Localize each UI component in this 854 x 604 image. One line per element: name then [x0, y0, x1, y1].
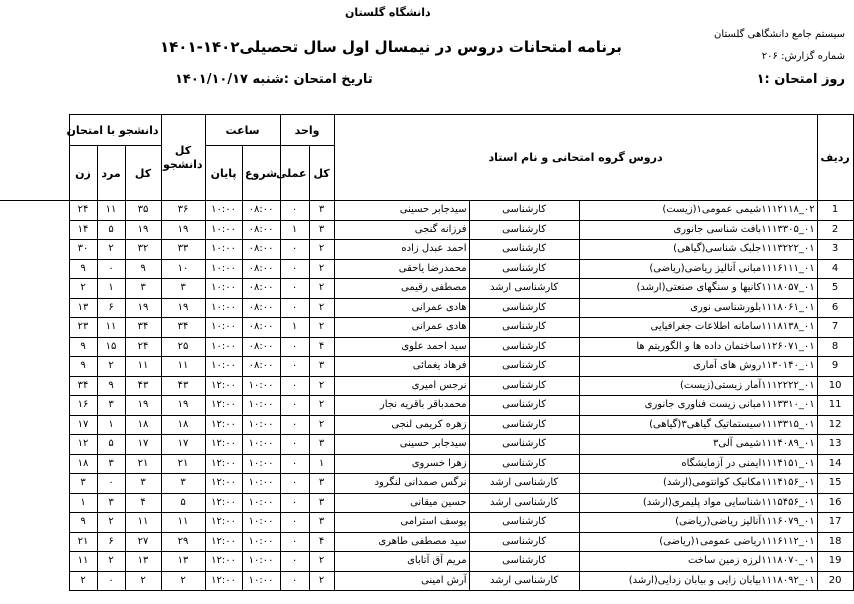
exam-students-total: ۴	[125, 493, 161, 513]
credits-total: ۴	[309, 532, 334, 552]
credits-practical: ۰	[280, 552, 309, 572]
header-es-total: کل	[125, 146, 161, 201]
exam-students-male: ۳	[97, 493, 125, 513]
start-time: ۰۸:۰۰	[242, 240, 280, 260]
credits-total: ۳	[309, 493, 334, 513]
professor-name: سیدجابر حسینی	[334, 201, 469, 221]
course-name: ۰۱_۱۱۱۸۰۵۷کانیها و سنگهای صنعتی(ارشد)	[579, 279, 817, 299]
row-number: 12	[817, 415, 853, 435]
professor-name: یوسف استرامی	[334, 513, 469, 533]
credits-practical: ۰	[280, 513, 309, 533]
exam-students-total: ۳۵	[125, 201, 161, 221]
exam-students-female: ۱۴	[69, 220, 97, 240]
professor-name: سید مصطفی طاهری	[334, 532, 469, 552]
start-time: ۰۸:۰۰	[242, 259, 280, 279]
exam-students-female: ۱۱	[69, 552, 97, 572]
total-students: ۲۱	[161, 454, 205, 474]
exam-students-male: ۶	[97, 532, 125, 552]
course-level: کارشناسی	[469, 220, 579, 240]
exam-students-female: ۲۴	[69, 201, 97, 221]
start-time: ۰۸:۰۰	[242, 279, 280, 299]
course-level: کارشناسی	[469, 298, 579, 318]
exam-students-male: ۰	[97, 571, 125, 591]
course-name: ۰۲_۱۱۱۲۱۱۸شیمی عمومی۱(زیست)	[579, 201, 817, 221]
course-name: ۰۱_۱۱۱۶۱۱۱مبانی آنالیز ریاضی(ریاضی)	[579, 259, 817, 279]
header-credits-practical: عملی	[280, 146, 309, 201]
total-students: ۱۹	[161, 396, 205, 416]
credits-practical: ۰	[280, 201, 309, 221]
credits-practical: ۰	[280, 454, 309, 474]
credits-total: ۲	[309, 415, 334, 435]
exam-students-male: ۱	[97, 415, 125, 435]
credits-practical: ۰	[280, 337, 309, 357]
end-time: ۱۲:۰۰	[205, 513, 242, 533]
exam-students-male: ۲	[97, 240, 125, 260]
header-credits: واحد	[280, 115, 334, 146]
total-students: ۱۹	[161, 298, 205, 318]
start-time: ۱۰:۰۰	[242, 493, 280, 513]
start-time: ۰۸:۰۰	[242, 220, 280, 240]
exam-day: روز امتحان :۱	[756, 72, 845, 87]
exam-students-female: ۹	[69, 357, 97, 377]
start-time: ۱۰:۰۰	[242, 532, 280, 552]
credits-total: ۲	[309, 318, 334, 338]
professor-name: فرزانه گنجی	[334, 220, 469, 240]
total-students: ۱۱	[161, 357, 205, 377]
credits-total: ۳	[309, 220, 334, 240]
credits-practical: ۰	[280, 571, 309, 591]
total-students: ۴۳	[161, 376, 205, 396]
exam-students-total: ۱۸	[125, 415, 161, 435]
total-students: ۳۳	[161, 240, 205, 260]
row-number: 17	[817, 513, 853, 533]
row-number: 11	[817, 396, 853, 416]
start-time: ۰۸:۰۰	[242, 298, 280, 318]
end-time: ۱۰:۰۰	[205, 220, 242, 240]
exam-students-female: ۱۸	[69, 454, 97, 474]
course-level: کارشناسی	[469, 259, 579, 279]
table-row	[0, 571, 853, 591]
start-time: ۱۰:۰۰	[242, 435, 280, 455]
row-number: 8	[817, 337, 853, 357]
row-number: 18	[817, 532, 853, 552]
credits-practical: ۰	[280, 415, 309, 435]
credits-total: ۲	[309, 376, 334, 396]
table-row	[0, 376, 853, 396]
end-time: ۱۲:۰۰	[205, 571, 242, 591]
table-row	[0, 435, 853, 455]
total-students: ۲۵	[161, 337, 205, 357]
start-time: ۰۸:۰۰	[242, 357, 280, 377]
total-students: ۱۹	[161, 220, 205, 240]
total-students: ۳	[161, 279, 205, 299]
exam-students-male: ۹	[97, 376, 125, 396]
exam-students-total: ۱۹	[125, 298, 161, 318]
professor-name: حسین میقانی	[334, 493, 469, 513]
exam-students-total: ۱۷	[125, 435, 161, 455]
row-number: 10	[817, 376, 853, 396]
credits-practical: ۰	[280, 474, 309, 494]
professor-name: فرهاد یغمائی	[334, 357, 469, 377]
course-level: کارشناسی	[469, 454, 579, 474]
end-time: ۱۲:۰۰	[205, 396, 242, 416]
exam-students-male: ۱	[97, 279, 125, 299]
row-number: 19	[817, 552, 853, 572]
table-row	[0, 474, 853, 494]
credits-practical: ۰	[280, 298, 309, 318]
total-students: ۱۰	[161, 259, 205, 279]
end-time: ۱۰:۰۰	[205, 298, 242, 318]
exam-date: تاریخ امتحان :شنبه ۱۴۰۱/۱۰/۱۷	[175, 72, 373, 87]
credits-practical: ۰	[280, 279, 309, 299]
table-row	[0, 201, 853, 221]
exam-students-male: ۰	[97, 259, 125, 279]
end-time: ۱۲:۰۰	[205, 493, 242, 513]
course-level: کارشناسی	[469, 552, 579, 572]
table-row	[0, 240, 853, 260]
exam-students-male: ۶	[97, 298, 125, 318]
exam-students-total: ۱۱	[125, 513, 161, 533]
exam-students-total: ۲۷	[125, 532, 161, 552]
course-name: ۰۱_۱۱۲۶۰۷۱ساختمان داده ها و الگوریتم ها	[579, 337, 817, 357]
course-name: ۰۱_۱۱۱۴۱۵۶مکانیک کوانتومی(ارشد)	[579, 474, 817, 494]
exam-students-female: ۱۲	[69, 435, 97, 455]
credits-practical: ۱	[280, 318, 309, 338]
course-name: ۰۱_۱۱۱۸۱۳۸سامانه اطلاعات جغرافیایی	[579, 318, 817, 338]
university-name: دانشگاه گلستان	[345, 6, 431, 19]
start-time: ۱۰:۰۰	[242, 396, 280, 416]
row-number: 14	[817, 454, 853, 474]
exam-students-total: ۱۹	[125, 220, 161, 240]
course-level: کارشناسی ارشد	[469, 279, 579, 299]
exam-students-female: ۲۳	[69, 318, 97, 338]
end-time: ۱۰:۰۰	[205, 357, 242, 377]
exam-students-male: ۳	[97, 396, 125, 416]
course-name: ۰۱_۱۱۱۸۰۶۱بلورشناسی نوری	[579, 298, 817, 318]
course-level: کارشناسی	[469, 337, 579, 357]
exam-students-male: ۳	[97, 454, 125, 474]
professor-name: نرجس امیری	[334, 376, 469, 396]
exam-students-total: ۳	[125, 474, 161, 494]
course-name: ۰۱_۱۱۱۵۴۵۶شناسایی مواد پلیمری(ارشد)	[579, 493, 817, 513]
exam-students-male: ۲	[97, 357, 125, 377]
report-header	[0, 0, 853, 112]
professor-name: سید احمد علوی	[334, 337, 469, 357]
professor-name: مصطفی رقیمی	[334, 279, 469, 299]
table-row	[0, 220, 853, 240]
credits-practical: ۰	[280, 396, 309, 416]
course-name: ۰۱_۱۱۱۳۲۲۲جلبک شناسی(گیاهی)	[579, 240, 817, 260]
professor-name: احمد عبدل زاده	[334, 240, 469, 260]
header-end: پایان	[205, 146, 242, 201]
credits-practical: ۰	[280, 259, 309, 279]
header-exam-students: دانشجو با امتحان	[69, 115, 161, 146]
credits-practical: ۰	[280, 532, 309, 552]
table-row	[0, 454, 853, 474]
exam-students-male: ۲	[97, 513, 125, 533]
credits-total: ۲	[309, 396, 334, 416]
credits-total: ۳	[309, 435, 334, 455]
page-title: برنامه امتحانات دروس در نیمسال اول سال تحصیلی۱۴۰۲-۱۴۰۱	[160, 38, 622, 56]
course-name: ۰۱_۱۱۱۴۰۸۹شیمی آلی۳	[579, 435, 817, 455]
end-time: ۱۲:۰۰	[205, 454, 242, 474]
professor-name: هادی عمرانی	[334, 318, 469, 338]
end-time: ۱۲:۰۰	[205, 552, 242, 572]
row-number: 4	[817, 259, 853, 279]
exam-students-female: ۱۳	[69, 298, 97, 318]
table-row	[0, 415, 853, 435]
start-time: ۱۰:۰۰	[242, 454, 280, 474]
credits-total: ۲	[309, 259, 334, 279]
total-students: ۱۳	[161, 552, 205, 572]
exam-students-total: ۱۳	[125, 552, 161, 572]
start-time: ۱۰:۰۰	[242, 376, 280, 396]
end-time: ۱۰:۰۰	[205, 201, 242, 221]
row-number: 13	[817, 435, 853, 455]
start-time: ۰۸:۰۰	[242, 201, 280, 221]
course-name: ۰۱_۱۱۱۳۳۰۵بافت شناسی جانوری	[579, 220, 817, 240]
professor-name: مریم آق آتابای	[334, 552, 469, 572]
system-name: سیستم جامع دانشگاهی گلستان	[714, 29, 845, 40]
end-time: ۱۲:۰۰	[205, 415, 242, 435]
table-row	[0, 552, 853, 572]
row-number: 7	[817, 318, 853, 338]
exam-students-female: ۹	[69, 337, 97, 357]
header-row-number: ردیف	[817, 115, 853, 201]
credits-practical: ۰	[280, 493, 309, 513]
credits-total: ۳	[309, 513, 334, 533]
course-name: ۰۱_۱۱۱۳۳۱۰مبانی زیست فناوری جانوری	[579, 396, 817, 416]
exam-students-male: ۱۱	[97, 318, 125, 338]
exam-students-female: ۱۷	[69, 415, 97, 435]
header-start: شروع	[242, 146, 280, 201]
start-time: ۱۰:۰۰	[242, 571, 280, 591]
exam-students-female: ۳۰	[69, 240, 97, 260]
row-number: 15	[817, 474, 853, 494]
exam-students-male: ۱۱	[97, 201, 125, 221]
row-number: 2	[817, 220, 853, 240]
table-row	[0, 357, 853, 377]
course-level: کارشناسی	[469, 532, 579, 552]
exam-students-total: ۳	[125, 279, 161, 299]
start-time: ۰۸:۰۰	[242, 337, 280, 357]
course-name: ۰۱_۱۱۱۴۱۵۱ایمنی در آزمایشگاه	[579, 454, 817, 474]
credits-practical: ۰	[280, 240, 309, 260]
table-row	[0, 493, 853, 513]
credits-total: ۴	[309, 337, 334, 357]
start-time: ۱۰:۰۰	[242, 552, 280, 572]
course-level: کارشناسی	[469, 201, 579, 221]
header-time: ساعت	[205, 115, 280, 146]
row-number: 16	[817, 493, 853, 513]
exam-students-male: ۵	[97, 435, 125, 455]
row-number: 3	[817, 240, 853, 260]
end-time: ۱۲:۰۰	[205, 474, 242, 494]
professor-name: سیدجابر حسینی	[334, 435, 469, 455]
course-name: ۰۱_۱۱۱۸۰۹۲بیابان زایی و بیابان زدایی(ارشد)	[579, 571, 817, 591]
exam-students-total: ۴۳	[125, 376, 161, 396]
total-students: ۳۶	[161, 201, 205, 221]
course-name: ۰۱_۱۱۱۶۱۱۲ریاضی عمومی۱(ریاضی)	[579, 532, 817, 552]
course-level: کارشناسی ارشد	[469, 474, 579, 494]
credits-total: ۲	[309, 571, 334, 591]
exam-students-female: ۳	[69, 474, 97, 494]
table-row	[0, 396, 853, 416]
row-number: 5	[817, 279, 853, 299]
header-total-students: کل دانشجو	[161, 115, 205, 201]
course-level: کارشناسی	[469, 435, 579, 455]
row-number: 6	[817, 298, 853, 318]
header-courses: دروس گروه امتحانی و نام استاد	[334, 115, 817, 201]
end-time: ۱۲:۰۰	[205, 376, 242, 396]
professor-name: آرش امینی	[334, 571, 469, 591]
report-number: شماره گزارش: ۲۰۶	[761, 51, 845, 62]
credits-total: ۳	[309, 474, 334, 494]
end-time: ۱۰:۰۰	[205, 240, 242, 260]
total-students: ۲	[161, 571, 205, 591]
course-name: ۰۱_۱۱۱۸۰۷۰لرزه زمین ساخت	[579, 552, 817, 572]
start-time: ۱۰:۰۰	[242, 415, 280, 435]
professor-name: نرگس صمدانی لنگرود	[334, 474, 469, 494]
professor-name: زهرا خسروی	[334, 454, 469, 474]
end-time: ۱۲:۰۰	[205, 435, 242, 455]
table-row	[0, 513, 853, 533]
course-level: کارشناسی ارشد	[469, 493, 579, 513]
credits-total: ۳	[309, 357, 334, 377]
total-students: ۱۱	[161, 513, 205, 533]
credits-total: ۲	[309, 240, 334, 260]
exam-students-female: ۲	[69, 279, 97, 299]
header-es-male: مرد	[97, 146, 125, 201]
credits-total: ۳	[309, 201, 334, 221]
exam-students-female: ۳۴	[69, 376, 97, 396]
exam-students-total: ۲	[125, 571, 161, 591]
credits-practical: ۱	[280, 220, 309, 240]
start-time: ۰۸:۰۰	[242, 318, 280, 338]
course-level: کارشناسی	[469, 396, 579, 416]
end-time: ۱۰:۰۰	[205, 279, 242, 299]
credits-total: ۲	[309, 552, 334, 572]
course-name: ۰۱_۱۱۱۶۰۷۹آنالیز ریاضی(ریاضی)	[579, 513, 817, 533]
professor-name: محمدباقر باقریه نجار	[334, 396, 469, 416]
total-students: ۲۹	[161, 532, 205, 552]
exam-students-total: ۳۴	[125, 318, 161, 338]
exam-students-male: ۱۵	[97, 337, 125, 357]
course-level: کارشناسی	[469, 376, 579, 396]
end-time: ۱۰:۰۰	[205, 259, 242, 279]
total-students: ۱۷	[161, 435, 205, 455]
professor-name: زهره کریمی لنجی	[334, 415, 469, 435]
end-time: ۱۰:۰۰	[205, 318, 242, 338]
course-level: کارشناسی ارشد	[469, 571, 579, 591]
credits-practical: ۰	[280, 357, 309, 377]
credits-total: ۲	[309, 298, 334, 318]
exam-students-male: ۰	[97, 474, 125, 494]
course-level: کارشناسی	[469, 240, 579, 260]
exam-students-total: ۲۱	[125, 454, 161, 474]
course-name: ۰۱_۱۱۱۲۲۲۲آمار زیستی(زیست)	[579, 376, 817, 396]
exam-students-female: ۱۶	[69, 396, 97, 416]
exam-students-total: ۲۴	[125, 337, 161, 357]
exam-students-female: ۹	[69, 513, 97, 533]
exam-students-female: ۱	[69, 493, 97, 513]
exam-students-male: ۲	[97, 552, 125, 572]
table-row	[0, 279, 853, 299]
row-number: 9	[817, 357, 853, 377]
credits-practical: ۰	[280, 435, 309, 455]
exam-students-total: ۱۱	[125, 357, 161, 377]
course-name: ۰۱_۱۱۳۰۱۴۰روش های آماری	[579, 357, 817, 377]
end-time: ۱۲:۰۰	[205, 532, 242, 552]
professor-name: هادی عمرانی	[334, 298, 469, 318]
header-credits-total: کل	[309, 146, 334, 201]
table-row	[0, 298, 853, 318]
course-level: کارشناسی	[469, 415, 579, 435]
course-name: ۰۱_۱۱۱۳۳۱۵سیستماتیک گیاهی۳(گیاهی)	[579, 415, 817, 435]
exam-students-female: ۲	[69, 571, 97, 591]
exam-students-female: ۹	[69, 259, 97, 279]
row-number: 1	[817, 201, 853, 221]
course-level: کارشناسی	[469, 357, 579, 377]
table-row	[0, 259, 853, 279]
exam-students-total: ۳۲	[125, 240, 161, 260]
exam-students-total: ۱۹	[125, 396, 161, 416]
total-students: ۳	[161, 474, 205, 494]
row-number: 20	[817, 571, 853, 591]
credits-total: ۱	[309, 454, 334, 474]
header-es-female: زن	[69, 146, 97, 201]
table-row	[0, 337, 853, 357]
table-row	[0, 532, 853, 552]
exam-students-total: ۹	[125, 259, 161, 279]
credits-practical: ۰	[280, 376, 309, 396]
table-row	[0, 318, 853, 338]
total-students: ۵	[161, 493, 205, 513]
start-time: ۱۰:۰۰	[242, 474, 280, 494]
start-time: ۱۰:۰۰	[242, 513, 280, 533]
professor-name: محمدرضا یاحقی	[334, 259, 469, 279]
exam-students-male: ۵	[97, 220, 125, 240]
total-students: ۱۸	[161, 415, 205, 435]
course-level: کارشناسی	[469, 318, 579, 338]
exam-schedule-table	[0, 114, 854, 591]
credits-total: ۲	[309, 279, 334, 299]
end-time: ۱۰:۰۰	[205, 337, 242, 357]
total-students: ۳۴	[161, 318, 205, 338]
exam-students-female: ۲۱	[69, 532, 97, 552]
course-level: کارشناسی	[469, 513, 579, 533]
